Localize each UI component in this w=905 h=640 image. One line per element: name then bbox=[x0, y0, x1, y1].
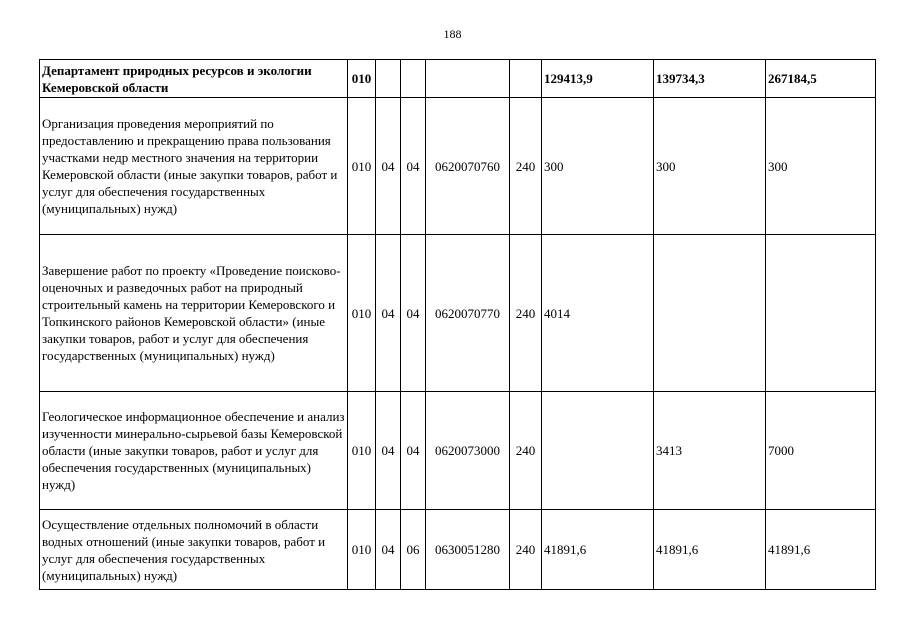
section-code-cell bbox=[376, 60, 401, 98]
amount-year-1: 300 bbox=[542, 98, 654, 235]
ministry-code-cell: 010 bbox=[348, 392, 376, 510]
subsection-code-cell: 04 bbox=[401, 235, 426, 392]
target-code-cell: 0630051280 bbox=[426, 510, 510, 590]
program-name: Геологическое информационное обеспечение и анализ изученности минерально-сырьевой базы Кемеровской области (иные закупки товаров, работ и услуг для обеспечения государственных (муниципальных) нужд) bbox=[40, 392, 348, 510]
subsection-code-cell: 06 bbox=[401, 510, 426, 590]
section-code-cell: 04 bbox=[376, 510, 401, 590]
amount-year-3 bbox=[766, 235, 876, 392]
expense-type-cell: 240 bbox=[510, 235, 542, 392]
expense-type-cell: 240 bbox=[510, 392, 542, 510]
ministry-code-cell: 010 bbox=[348, 510, 376, 590]
amount-year-1: 41891,6 bbox=[542, 510, 654, 590]
table-row bbox=[40, 392, 876, 510]
program-name: Организация проведения мероприятий по предоставлению и прекращению права пользования участками недр местного значения на территории Кемеровской области (иные закупки товаров, работ и услуг для обеспечения государственных (муниципальных) нужд) bbox=[40, 98, 348, 235]
budget-table bbox=[39, 59, 876, 590]
amount-year-1 bbox=[542, 392, 654, 510]
page-number: 188 bbox=[443, 27, 462, 41]
amount-year-3: 267184,5 bbox=[766, 60, 876, 98]
department-name: Департамент природных ресурсов и экологии Кемеровской области bbox=[40, 60, 348, 98]
expense-type-cell: 240 bbox=[510, 98, 542, 235]
target-code-cell: 0620070770 bbox=[426, 235, 510, 392]
subsection-code-cell bbox=[401, 60, 426, 98]
section-code-cell: 04 bbox=[376, 392, 401, 510]
program-name: Завершение работ по проекту «Проведение поисково-оценочных и разведочных работ на природный строительный камень на территории Кемеровского и Топкинского районов Кемеровской области» (иные закупки товаров, работ и услуг для обеспечения государственных (муниципальных) нужд) bbox=[40, 235, 348, 392]
amount-year-3: 7000 bbox=[766, 392, 876, 510]
amount-year-1: 4014 bbox=[542, 235, 654, 392]
section-code-cell: 04 bbox=[376, 98, 401, 235]
amount-year-2 bbox=[654, 235, 766, 392]
target-code-cell: 0620070760 bbox=[426, 98, 510, 235]
amount-year-2: 41891,6 bbox=[654, 510, 766, 590]
amount-year-1: 129413,9 bbox=[542, 60, 654, 98]
department-row bbox=[40, 60, 876, 98]
target-code-cell bbox=[426, 60, 510, 98]
amount-year-2: 300 bbox=[654, 98, 766, 235]
amount-year-2: 3413 bbox=[654, 392, 766, 510]
subsection-code-cell: 04 bbox=[401, 98, 426, 235]
ministry-code-cell: 010 bbox=[348, 60, 376, 98]
section-code-cell: 04 bbox=[376, 235, 401, 392]
table-row bbox=[40, 235, 876, 392]
ministry-code-cell: 010 bbox=[348, 235, 376, 392]
expense-type-cell: 240 bbox=[510, 510, 542, 590]
ministry-code-cell: 010 bbox=[348, 98, 376, 235]
table-row bbox=[40, 98, 876, 235]
amount-year-3: 41891,6 bbox=[766, 510, 876, 590]
subsection-code-cell: 04 bbox=[401, 392, 426, 510]
expense-type-cell bbox=[510, 60, 542, 98]
table-row bbox=[40, 510, 876, 590]
amount-year-3: 300 bbox=[766, 98, 876, 235]
program-name: Осуществление отдельных полномочий в области водных отношений (иные закупки товаров, работ и услуг для обеспечения государственных (муниципальных) нужд) bbox=[40, 510, 348, 590]
target-code-cell: 0620073000 bbox=[426, 392, 510, 510]
amount-year-2: 139734,3 bbox=[654, 60, 766, 98]
